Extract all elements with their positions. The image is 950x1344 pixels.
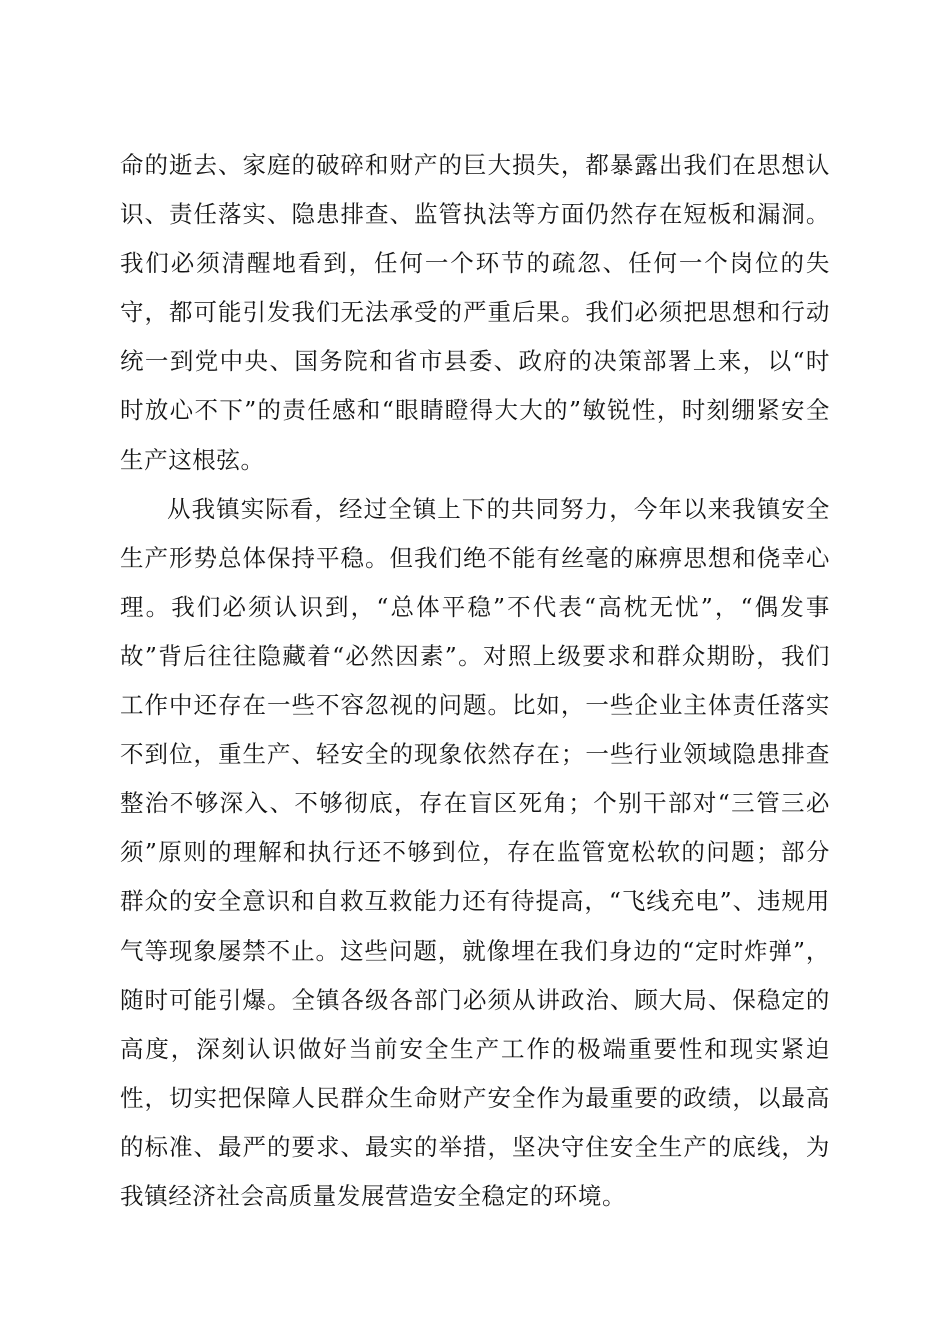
paragraph: 从我镇实际看，经过全镇上下的共同努力，今年以来我镇安全生产形势总体保持平稳。但我们绝不能有丝毫的麻痹思想和侥幸心理。我们必须认识到，“总体平稳”不代表“高枕无忧”，“偶发事故”背后往往隐藏着“必然因素”。对照上级要求和群众期盼，我们工作中还存在一些不容忽视的问题。比如，一些企业主体责任落实不到位，重生产、轻安全的现象依然存在；一些行业领域隐患排查整治不够深入、不够彻底，存在盲区死角；个别干部对“三管三必须”原则的理解和执行还不够到位，存在监管宽松软的问题；部分群众的安全意识和自救互救能力还有待提高，“飞线充电”、违规用气等现象屡禁不止。这些问题，就像埋在我们身边的“定时炸弹”，随时可能引爆。全镇各级各部门必须从讲政治、顾大局、保稳定的高度，深刻认识做好当前安全生产工作的极端重要性和现实紧迫性，切实把保障人民群众生命财产安全作为最重要的政绩，以最高的标准、最严的要求、最实的举措，坚决守住安全生产的底线，为我镇经济社会高质量发展营造安全稳定的环境。	[120, 494, 830, 1210]
document-body	[120, 141, 830, 1221]
paragraph-continued: 命的逝去、家庭的破碎和财产的巨大损失，都暴露出我们在思想认识、责任落实、隐患排查、监管执法等方面仍然存在短板和漏洞。我们必须清醒地看到，任何一个环节的疏忽、任何一个岗位的失守，都可能引发我们无法承受的严重后果。我们必须把思想和行动统一到党中央、国务院和省市县委、政府的决策部署上来，以“时时放心不下”的责任感和“眼睛瞪得大大的”敏锐性，时刻绷紧安全生产这根弦。	[120, 151, 830, 474]
